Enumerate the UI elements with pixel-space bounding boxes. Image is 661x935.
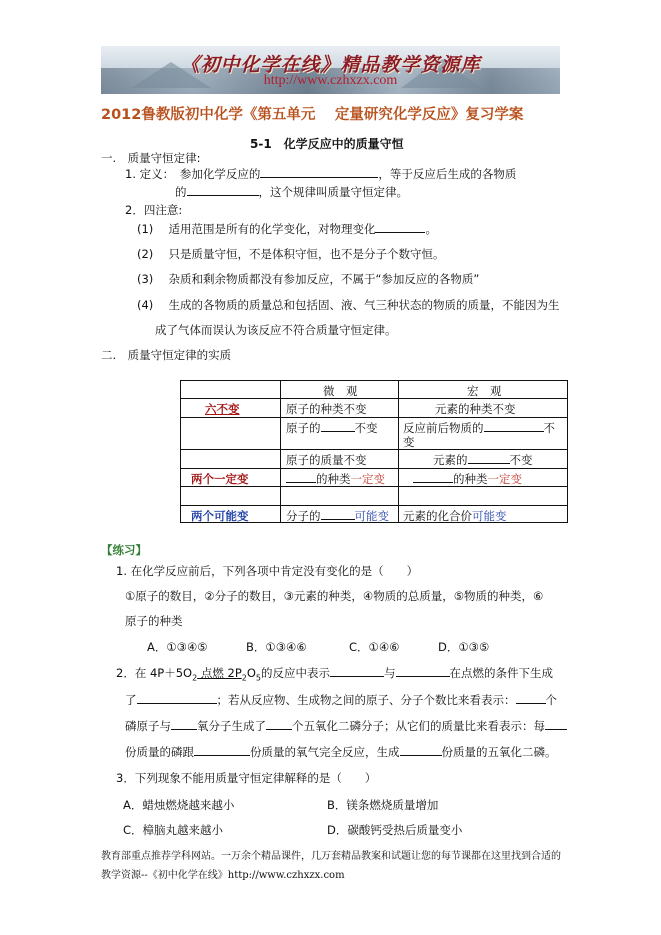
table-cell <box>403 420 555 449</box>
blank <box>484 420 544 432</box>
q2-text: 了 <box>125 693 137 707</box>
page-footer <box>101 847 561 885</box>
question-2-line1: 2．在 $4P+5O_2$ 点燃 $2P_2O_5$的反应中表示 与 在点燃的条件下生成 <box>116 666 553 683</box>
table-cell <box>286 508 389 524</box>
banner-url[interactable]: http://www.czhxzx.com <box>263 73 398 88</box>
cell-text: 一定变 <box>487 472 522 486</box>
q3-option-d[interactable]: D．碳酸钙受热后质量变小 <box>327 823 463 837</box>
table-cell: 原子的种类不变 <box>286 402 367 416</box>
definition-text: 的 <box>175 185 187 199</box>
question-3: 3．下列现象不能用质量守恒定律解释的是（ ） <box>116 771 377 785</box>
blank <box>194 744 250 756</box>
blank <box>516 692 546 704</box>
blank <box>413 471 453 483</box>
blank <box>286 471 316 483</box>
blank <box>468 452 510 464</box>
table-cell <box>286 420 378 436</box>
q2-text: 在点燃的条件下生成 <box>449 666 553 680</box>
q2-text: O <box>246 666 256 680</box>
document-title: 2012鲁教版初中化学《第五单元 定量研究化学反应》复习学案 <box>101 107 524 123</box>
q1-option-a[interactable]: A．①③④⑤ <box>147 640 208 654</box>
six-unchanged-label: 六不变 <box>205 402 240 416</box>
table-header-macro: 宏 观 <box>467 384 502 398</box>
two-may-change-label: 两个可能变 <box>191 509 249 523</box>
q2-text: 个五氧化二磷分子；从它们的质量比来看表示：每 <box>292 719 545 733</box>
q3-option-c[interactable]: C．樟脑丸越来越小 <box>123 823 224 837</box>
q2-text: 个 <box>545 693 557 707</box>
practice-label: 【练习】 <box>101 543 147 557</box>
cell-text: 的种类 <box>316 472 351 486</box>
table-header-micro: 微 观 <box>323 384 358 398</box>
q2-text: 点燃 2P <box>197 666 242 680</box>
q3-option-b[interactable]: B．镁条燃烧质量增加 <box>327 798 439 812</box>
cell-text: 元素的 <box>433 453 468 467</box>
table-cell <box>433 452 533 468</box>
q2-text: 磷原子与 <box>125 719 171 733</box>
q2-text: 氧分子生成了 <box>197 719 266 733</box>
note-1 <box>137 221 437 237</box>
q2-text: 的反应中表示 <box>261 666 330 680</box>
note-4: (4) 生成的各物质的质量总和包括固、液、气三种状态的物质的质量，不能因为生 <box>137 298 560 312</box>
q1-option-c[interactable]: C．①④⑥ <box>349 640 400 654</box>
question-2-line3 <box>125 718 567 734</box>
footer-line-2: 教学资源--《初中化学在线》http://www.czhxzx.com <box>101 870 345 881</box>
blank <box>375 221 425 233</box>
cell-text: 原子的 <box>286 421 321 435</box>
note-4-continued: 成了气体而误认为该反应不符合质量守恒定律。 <box>155 323 397 337</box>
header-banner <box>101 46 560 94</box>
part2-heading: 二. 质量守恒定律的实质 <box>101 348 232 362</box>
conservation-table <box>180 380 568 523</box>
table-cell <box>413 471 522 487</box>
q2-text: 与 <box>384 666 396 680</box>
section-title: 5-1 化学反应中的质量守恒 <box>250 137 404 151</box>
note-3: (3) 杂质和剩余物质都没有参加反应，不属于“参加反应的各物质” <box>137 272 480 286</box>
definition-text: ，等于反应后生成的各物质 <box>378 167 517 181</box>
cell-text: 元素的化合价 <box>403 509 472 523</box>
table-cell: 元素的种类不变 <box>435 402 516 416</box>
cell-text: 不 <box>543 421 555 435</box>
cell-text: 的种类 <box>453 472 488 486</box>
definition-line2 <box>175 184 408 200</box>
cell-text: 变 <box>403 435 415 449</box>
question-2-line4 <box>125 744 557 760</box>
question-2-line2 <box>125 692 557 708</box>
definition-text: 1. 定义： 参加化学反应的 <box>125 167 261 181</box>
note-text: (1) 适用范围是所有的化学变化，对物理变化 <box>137 222 376 236</box>
blank <box>171 718 197 730</box>
q2-text: ；若从反应物、生成物之间的原子、分子个数比来看表示： <box>216 693 516 707</box>
footer-line-1: 教育部重点推荐学科网站。一万余个精品课件，几万套精品教案和试题让您的每节课都在这里找到合适的 <box>101 851 561 862</box>
note-2: (2) 只是质量守恒，不是体积守恒，也不是分子个数守恒。 <box>137 247 445 261</box>
two-must-change-label: 两个一定变 <box>191 472 249 486</box>
q2-text: 份质量的氧气完全反应，生成 <box>250 745 400 759</box>
blank <box>321 508 355 520</box>
blank <box>187 184 259 196</box>
cell-text: 不变 <box>509 453 533 467</box>
blank <box>330 665 384 677</box>
cell-text: 不变 <box>354 421 378 435</box>
blank <box>396 665 450 677</box>
cell-text: 反应前后物质的 <box>403 421 484 435</box>
q2-text: 份质量的磷跟 <box>125 745 194 759</box>
q2-text: 2．在 4P＋5O <box>116 666 193 680</box>
blank <box>260 166 378 178</box>
question-1: 1. 在化学反应前后，下列各项中肯定没有变化的是（ ） <box>116 564 419 578</box>
question-1-items-cont: 原子的种类 <box>125 614 183 628</box>
q1-option-d[interactable]: D．①③⑤ <box>438 640 490 654</box>
blank <box>545 718 567 730</box>
table-cell: 原子的质量不变 <box>286 453 367 467</box>
cell-text: 可能变 <box>354 509 389 523</box>
q1-option-b[interactable]: B．①③④⑥ <box>246 640 307 654</box>
notes-heading: 2．四注意: <box>125 203 183 217</box>
q2-text: 份质量的五氧化二磷。 <box>441 745 557 759</box>
cell-text: 一定变 <box>350 472 385 486</box>
blank <box>137 692 217 704</box>
part1-heading: 一. 质量守恒定律: <box>101 151 201 165</box>
blank <box>400 744 442 756</box>
table-cell <box>403 508 507 524</box>
note-text: 。 <box>425 222 437 236</box>
cell-text: 分子的 <box>286 509 321 523</box>
blank <box>321 420 355 432</box>
question-1-items: ①原子的数目，②分子的数目，③元素的种类，④物质的总质量，⑤物质的种类，⑥ <box>125 589 544 603</box>
table-cell <box>286 471 385 487</box>
definition-line1 <box>125 166 516 182</box>
banner-title: 《初中化学在线》精品教学资源库 <box>180 54 481 76</box>
cell-text: 可能变 <box>472 509 507 523</box>
definition-text: ，这个规律叫质量守恒定律。 <box>258 185 408 199</box>
blank <box>266 718 292 730</box>
q3-option-a[interactable]: A．蜡烛燃烧越来越小 <box>123 798 235 812</box>
